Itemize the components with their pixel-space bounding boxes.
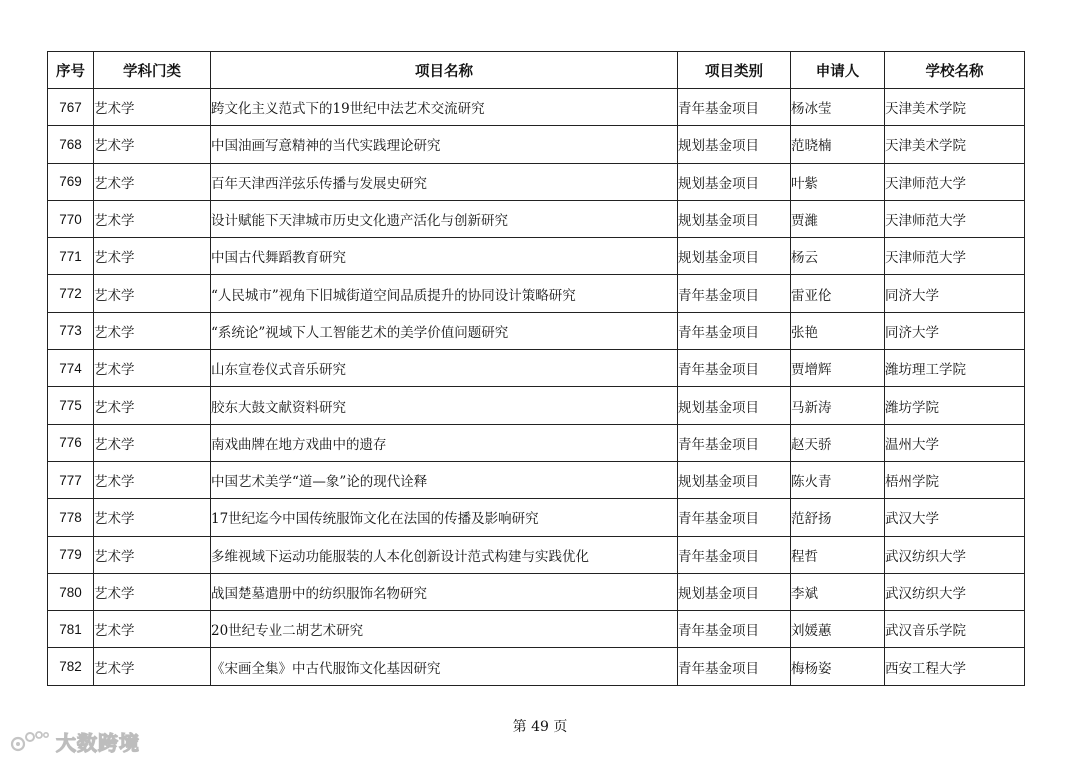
header-project-name: 项目名称	[211, 52, 678, 89]
cell-school-name: 天津师范大学	[885, 200, 1025, 237]
cell-applicant: 马新涛	[791, 387, 885, 424]
cell-serial-number: 776	[48, 424, 94, 461]
cell-project-name: 跨文化主义范式下的19世纪中法艺术交流研究	[211, 89, 678, 126]
cell-serial-number: 773	[48, 312, 94, 349]
cell-serial-number: 782	[48, 648, 94, 685]
cell-discipline: 艺术学	[94, 350, 211, 387]
cell-project-name: 设计赋能下天津城市历史文化遗产活化与创新研究	[211, 200, 678, 237]
cell-discipline: 艺术学	[94, 163, 211, 200]
project-table	[47, 51, 1025, 686]
table-row	[48, 424, 1025, 461]
cell-school-name: 天津美术学院	[885, 126, 1025, 163]
table-row	[48, 89, 1025, 126]
table-row	[48, 200, 1025, 237]
cell-serial-number: 767	[48, 89, 94, 126]
header-serial-number: 序号	[48, 52, 94, 89]
cell-school-name: 温州大学	[885, 424, 1025, 461]
header-school-name: 学校名称	[885, 52, 1025, 89]
brand-logo-icon	[10, 729, 52, 755]
cell-applicant: 赵天骄	[791, 424, 885, 461]
table-row	[48, 573, 1025, 610]
cell-serial-number: 778	[48, 499, 94, 536]
cell-project-category: 青年基金项目	[678, 312, 791, 349]
cell-applicant: 杨云	[791, 238, 885, 275]
cell-school-name: 天津美术学院	[885, 89, 1025, 126]
cell-project-name: 17世纪迄今中国传统服饰文化在法国的传播及影响研究	[211, 499, 678, 536]
cell-project-name: 《宋画全集》中古代服饰文化基因研究	[211, 648, 678, 685]
cell-applicant: 范晓楠	[791, 126, 885, 163]
cell-serial-number: 768	[48, 126, 94, 163]
page-number: 第 49 页	[512, 719, 568, 735]
cell-school-name: 武汉纺织大学	[885, 536, 1025, 573]
cell-discipline: 艺术学	[94, 238, 211, 275]
cell-applicant: 李斌	[791, 573, 885, 610]
cell-discipline: 艺术学	[94, 611, 211, 648]
cell-project-category: 规划基金项目	[678, 163, 791, 200]
cell-project-category: 青年基金项目	[678, 424, 791, 461]
cell-project-name: 中国艺术美学“道—象”论的现代诠释	[211, 461, 678, 498]
cell-discipline: 艺术学	[94, 312, 211, 349]
cell-discipline: 艺术学	[94, 424, 211, 461]
cell-serial-number: 779	[48, 536, 94, 573]
cell-school-name: 潍坊学院	[885, 387, 1025, 424]
cell-applicant: 贾濰	[791, 200, 885, 237]
cell-project-category: 规划基金项目	[678, 573, 791, 610]
cell-discipline: 艺术学	[94, 648, 211, 685]
cell-applicant: 陈火青	[791, 461, 885, 498]
cell-serial-number: 770	[48, 200, 94, 237]
table-row	[48, 648, 1025, 685]
cell-school-name: 武汉大学	[885, 499, 1025, 536]
table-row	[48, 312, 1025, 349]
cell-applicant: 刘媛蕙	[791, 611, 885, 648]
cell-applicant: 雷亚伦	[791, 275, 885, 312]
cell-school-name: 武汉纺织大学	[885, 573, 1025, 610]
cell-serial-number: 780	[48, 573, 94, 610]
cell-discipline: 艺术学	[94, 126, 211, 163]
cell-applicant: 梅杨姿	[791, 648, 885, 685]
table-row	[48, 275, 1025, 312]
table-row	[48, 611, 1025, 648]
cell-project-name: 南戏曲牌在地方戏曲中的遗存	[211, 424, 678, 461]
cell-project-category: 规划基金项目	[678, 238, 791, 275]
cell-discipline: 艺术学	[94, 573, 211, 610]
table-row	[48, 163, 1025, 200]
table-row	[48, 536, 1025, 573]
header-applicant: 申请人	[791, 52, 885, 89]
cell-project-category: 规划基金项目	[678, 200, 791, 237]
cell-project-name: 胶东大鼓文献资料研究	[211, 387, 678, 424]
cell-serial-number: 781	[48, 611, 94, 648]
cell-serial-number: 771	[48, 238, 94, 275]
cell-school-name: 武汉音乐学院	[885, 611, 1025, 648]
cell-school-name: 天津师范大学	[885, 163, 1025, 200]
cell-project-name: “人民城市”视角下旧城街道空间品质提升的协同设计策略研究	[211, 275, 678, 312]
cell-school-name: 天津师范大学	[885, 238, 1025, 275]
cell-project-name: 20世纪专业二胡艺术研究	[211, 611, 678, 648]
cell-project-category: 青年基金项目	[678, 275, 791, 312]
cell-project-category: 规划基金项目	[678, 126, 791, 163]
cell-project-name: 百年天津西洋弦乐传播与发展史研究	[211, 163, 678, 200]
table-row	[48, 461, 1025, 498]
table-row	[48, 238, 1025, 275]
cell-project-category: 规划基金项目	[678, 461, 791, 498]
table-header-row	[48, 52, 1025, 89]
cell-applicant: 范舒扬	[791, 499, 885, 536]
cell-serial-number: 775	[48, 387, 94, 424]
cell-school-name: 同济大学	[885, 275, 1025, 312]
cell-discipline: 艺术学	[94, 89, 211, 126]
cell-project-category: 青年基金项目	[678, 648, 791, 685]
cell-discipline: 艺术学	[94, 200, 211, 237]
cell-project-name: 多维视域下运动功能服装的人本化创新设计范式构建与实践优化	[211, 536, 678, 573]
cell-discipline: 艺术学	[94, 536, 211, 573]
cell-school-name: 潍坊理工学院	[885, 350, 1025, 387]
cell-project-category: 青年基金项目	[678, 611, 791, 648]
cell-project-name: 中国古代舞蹈教育研究	[211, 238, 678, 275]
cell-serial-number: 777	[48, 461, 94, 498]
cell-applicant: 贾增辉	[791, 350, 885, 387]
cell-project-category: 青年基金项目	[678, 499, 791, 536]
cell-project-category: 青年基金项目	[678, 536, 791, 573]
cell-project-name: 战国楚墓遣册中的纺织服饰名物研究	[211, 573, 678, 610]
cell-project-category: 青年基金项目	[678, 89, 791, 126]
table-row	[48, 350, 1025, 387]
cell-discipline: 艺术学	[94, 461, 211, 498]
table-row	[48, 126, 1025, 163]
watermark-text: 大数跨境	[56, 731, 140, 755]
cell-school-name: 梧州学院	[885, 461, 1025, 498]
cell-project-name: “系统论”视域下人工智能艺术的美学价值问题研究	[211, 312, 678, 349]
cell-serial-number: 774	[48, 350, 94, 387]
cell-discipline: 艺术学	[94, 275, 211, 312]
cell-discipline: 艺术学	[94, 499, 211, 536]
cell-discipline: 艺术学	[94, 387, 211, 424]
cell-school-name: 西安工程大学	[885, 648, 1025, 685]
cell-applicant: 杨冰莹	[791, 89, 885, 126]
cell-serial-number: 772	[48, 275, 94, 312]
cell-applicant: 叶紫	[791, 163, 885, 200]
cell-applicant: 程哲	[791, 536, 885, 573]
header-discipline: 学科门类	[94, 52, 211, 89]
cell-project-name: 中国油画写意精神的当代实践理论研究	[211, 126, 678, 163]
cell-project-category: 规划基金项目	[678, 387, 791, 424]
header-project-category: 项目类别	[678, 52, 791, 89]
table-row	[48, 499, 1025, 536]
cell-project-category: 青年基金项目	[678, 350, 791, 387]
cell-school-name: 同济大学	[885, 312, 1025, 349]
cell-applicant: 张艳	[791, 312, 885, 349]
watermark	[10, 727, 140, 756]
cell-project-name: 山东宣卷仪式音乐研究	[211, 350, 678, 387]
cell-serial-number: 769	[48, 163, 94, 200]
table-row	[48, 387, 1025, 424]
